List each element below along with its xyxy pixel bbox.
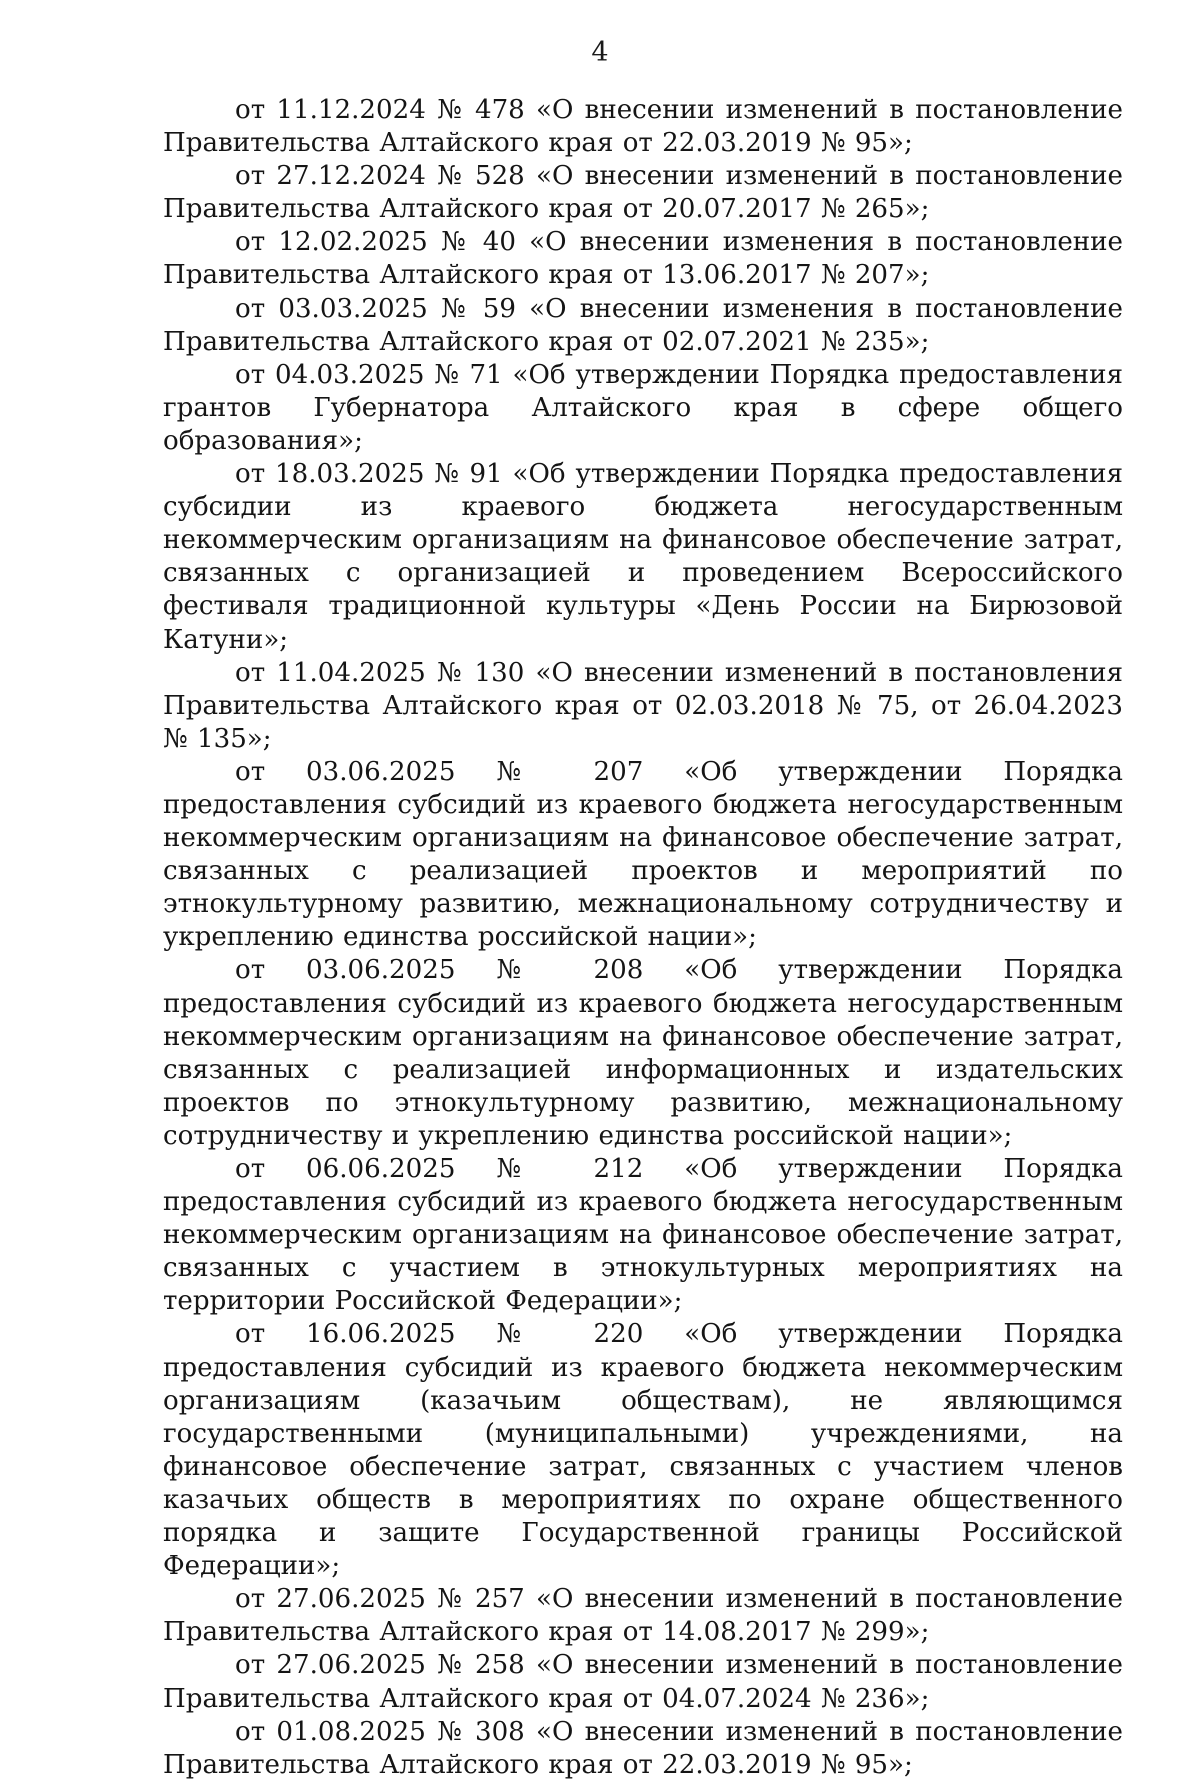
page-number: 4 [591,37,609,68]
list-item: от 12.02.2025 № 40 «О внесении изменения в постановление Правительства Алтайского края от 13.06.2017 № 207»; [163,227,1123,291]
list-item: от 11.12.2024 № 478 «О внесении изменений в постановление Правительства Алтайского края от 22.03.2019 № 95»; [163,95,1123,159]
list-item: от 18.03.2025 № 91 «Об утверждении Порядка предоставления субсидии из краевого бюджета негосударственным некоммерческим организациям на финансовое обеспечение затрат, связанных с организацией и проведением Всероссийского фестиваля традиционной культуры «День России на Бирюзовой Катуни»; [163,459,1123,655]
list-item: от 06.06.2025 № 212 «Об утверждении Порядка предоставления субсидий из краевого бюджета негосударственным некоммерческим организациям на финансовое обеспечение затрат, связанных с участием в этнокультурных мероприятиях на территории Российской Федерации»; [163,1154,1123,1317]
list-item: от 03.03.2025 № 59 «О внесении изменения в постановление Правительства Алтайского края от 02.07.2021 № 235»; [163,293,1123,357]
list-item: от 03.06.2025 № 207 «Об утверждении Порядка предоставления субсидий из краевого бюджета негосударственным некоммерческим организациям на финансовое обеспечение затрат, связанных с реализацией проектов и мероприятий по этнокультурному развитию, межнациональному сотрудничеству и укреплению единства российской нации»; [163,756,1123,953]
list-item: от 27.06.2025 № 258 «О внесении изменений в постановление Правительства Алтайского края от 04.07.2024 № 236»; [163,1650,1123,1714]
list-item: от 27.06.2025 № 257 «О внесении изменений в постановление Правительства Алтайского края от 14.08.2017 № 299»; [163,1584,1123,1648]
list-item: от 01.08.2025 № 308 «О внесении изменений в постановление Правительства Алтайского края от 22.03.2019 № 95»; [163,1716,1123,1780]
list-item: от 11.04.2025 № 130 «О внесении изменений в постановления Правительства Алтайского края от 02.03.2018 № 75, от 26.04.2023 № 135»; [163,657,1123,754]
list-item: от 27.12.2024 № 528 «О внесении изменений в постановление Правительства Алтайского края от 20.07.2017 № 265»; [163,161,1123,225]
resolution-list [163,94,1123,1782]
list-item: от 04.03.2025 № 71 «Об утверждении Порядка предоставления грантов Губернатора Алтайского края в сфере общего образования»; [163,359,1123,456]
list-item: от 03.06.2025 № 208 «Об утверждении Порядка предоставления субсидий из краевого бюджета негосударственным некоммерческим организациям на финансовое обеспечение затрат, связанных с реализацией информационных и издательских проектов по этнокультурному развитию, межнациональному сотрудничеству и укреплению единства российской нации»; [163,955,1123,1151]
list-item: от 16.06.2025 № 220 «Об утверждении Порядка предоставления субсидий из краевого бюджета некоммерческим организациям (казачьим обществам), не являющимся государственными (муниципальными) учреждениями, на финансовое обеспечение затрат, связанных с участием членов казачьих обществ в мероприятиях по охране общественного порядка и защите Государственной границы Российской Федерации»; [163,1319,1123,1582]
